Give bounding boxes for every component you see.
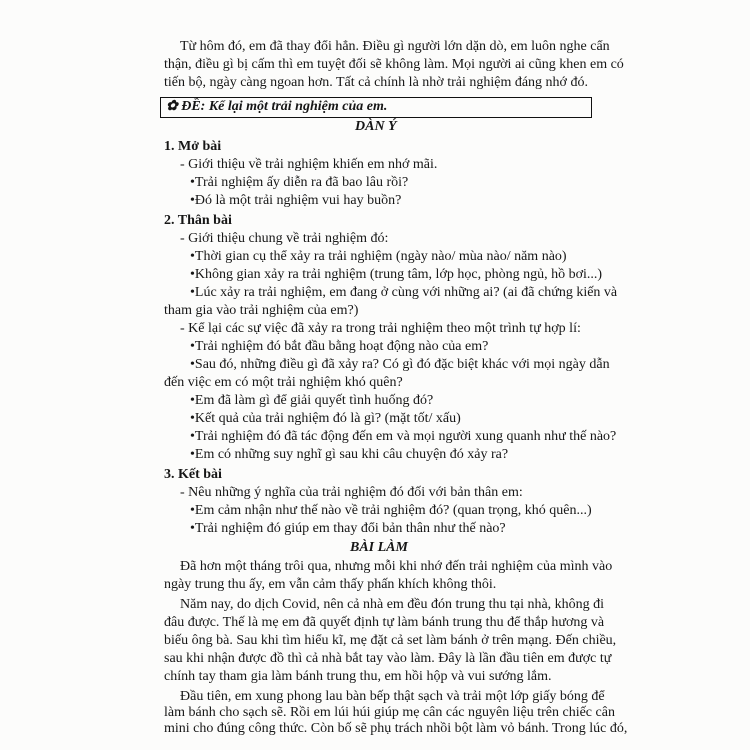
essay-line: sau khi nhận được đồ thì cả nhà bắt tay vào làm. Đây là lần đầu tiên em được tự <box>164 651 612 666</box>
prompt-title: ✿ ĐỀ: Kể lại một trải nghiệm của em. <box>166 99 388 114</box>
intro-line: thận, điều gì bị cấm thì em tuyệt đối sẽ không làm. Mọi người ai cũng khen em có <box>164 57 624 72</box>
section-heading: 2. Thân bài <box>164 213 232 228</box>
intro-line: tiến bộ, ngày càng ngoan hơn. Tất cả chính là nhờ trải nghiệm đáng nhớ đó. <box>164 75 588 90</box>
outline-line: - Giới thiệu về trải nghiệm khiến em nhớ mãi. <box>180 157 438 172</box>
outline-line: - Nêu những ý nghĩa của trải nghiệm đó đối với bản thân em: <box>180 485 523 500</box>
outline-line: •Trải nghiệm đó bắt đầu bằng hoạt động nào của em? <box>190 339 489 354</box>
section-heading: 3. Kết bài <box>164 467 222 482</box>
essay-line: đâu được. Thế là mẹ em đã quyết định tự làm bánh trung thu để thắp hương và <box>164 615 605 630</box>
outline-line: •Không gian xảy ra trải nghiệm (trung tâm, lớp học, phòng ngủ, hồ bơi...) <box>190 267 603 282</box>
outline-line: •Trải nghiệm đó giúp em thay đổi bản thân như thế nào? <box>190 521 506 536</box>
essay-line: chính tay tham gia làm bánh trung thu, em hồi hộp và vui sướng lắm. <box>164 669 552 684</box>
outline-line: •Em đã làm gì để giải quyết tình huống đó? <box>190 393 434 408</box>
outline-line: •Em có những suy nghĩ gì sau khi câu chuyện đó xảy ra? <box>190 447 509 462</box>
essay-line: Năm nay, do dịch Covid, nên cả nhà em đều đón trung thu tại nhà, không đi <box>180 597 605 612</box>
outline-line: •Kết quả của trải nghiệm đó là gì? (mặt tốt/ xấu) <box>190 411 461 426</box>
essay-line: Đầu tiên, em xung phong lau bàn bếp thật sạch và trải một lớp giấy bóng để <box>180 689 605 704</box>
section-heading: 1. Mở bài <box>164 139 222 154</box>
outline-line: •Thời gian cụ thể xảy ra trải nghiệm (ngày nào/ mùa nào/ năm nào) <box>190 249 567 264</box>
outline-line: •Lúc xảy ra trải nghiệm, em đang ở cùng với những ai? (ai đã chứng kiến và <box>190 285 618 300</box>
outline-title: DÀN Ý <box>355 119 397 134</box>
outline-line: •Sau đó, những điều gì đã xảy ra? Có gì đó đặc biệt khác với mọi ngày dẫn <box>190 357 610 372</box>
outline-line: •Em cảm nhận như thế nào về trải nghiệm đó? (quan trọng, khó quên...) <box>190 503 592 518</box>
essay-line: biếu ông bà. Sau khi tìm hiểu kĩ, mẹ đặt cả set làm bánh ở trên mạng. Đến chiều, <box>164 633 617 648</box>
outline-line: •Trải nghiệm đó đã tác động đến em và mọi người xung quanh như thế nào? <box>190 429 617 444</box>
essay-title: BÀI LÀM <box>350 540 408 555</box>
essay-line: làm bánh cho sạch sẽ. Rồi em lúi húi giúp mẹ cân các nguyên liệu trên chiếc cân <box>164 705 615 720</box>
essay-line: Đã hơn một tháng trôi qua, nhưng mỗi khi nhớ đến trải nghiệm của mình vào <box>180 559 613 574</box>
outline-line: - Kể lại các sự việc đã xảy ra trong trải nghiệm theo một trình tự hợp lí: <box>180 321 581 336</box>
essay-line: mini cho đúng công thức. Còn bố sẽ phụ trách nhồi bột làm vỏ bánh. Trong lúc đó, <box>164 721 628 736</box>
intro-line: Từ hôm đó, em đã thay đổi hẳn. Điều gì người lớn dặn dò, em luôn nghe cẩn <box>180 39 610 54</box>
outline-line: tham gia vào trải nghiệm của em?) <box>164 303 359 318</box>
outline-line: •Đó là một trải nghiệm vui hay buồn? <box>190 193 402 208</box>
essay-line: ngày trung thu ấy, em vẫn cảm thấy phấn khích không thôi. <box>164 577 497 592</box>
outline-line: đến việc em có một trải nghiệm khó quên? <box>164 375 403 390</box>
outline-line: •Trải nghiệm ấy diễn ra đã bao lâu rồi? <box>190 175 409 190</box>
outline-line: - Giới thiệu chung về trải nghiệm đó: <box>180 231 389 246</box>
